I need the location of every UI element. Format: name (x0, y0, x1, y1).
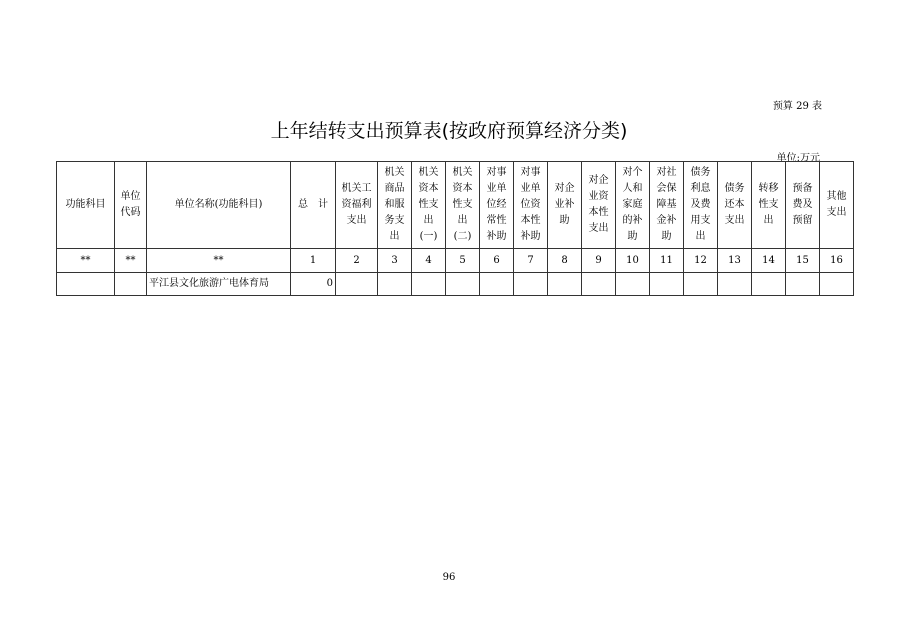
header-cell: 总 计 (291, 162, 336, 249)
index-cell: ** (57, 249, 115, 273)
index-cell: 8 (548, 249, 582, 273)
index-cell: 15 (786, 249, 820, 273)
index-cell: 11 (650, 249, 684, 273)
header-cell: 对事 业单 位资 本性 补助 (514, 162, 548, 249)
index-cell: 5 (446, 249, 480, 273)
index-cell: 7 (514, 249, 548, 273)
index-cell: 13 (718, 249, 752, 273)
header-cell: 机关 商品 和服 务支 出 (378, 162, 412, 249)
index-cell: ** (115, 249, 147, 273)
unit-name-cell: 平江县文化旅游广电体育局 (147, 273, 291, 296)
header-cell: 债务 还本 支出 (718, 162, 752, 249)
header-cell: 转移 性支 出 (752, 162, 786, 249)
index-cell: 16 (820, 249, 854, 273)
header-cell: 对企 业资 本性 支出 (582, 162, 616, 249)
header-cell: 机关工 资福利 支出 (336, 162, 378, 249)
value-cell (582, 273, 616, 296)
header-cell: 单位 代码 (115, 162, 147, 249)
total-cell: 0 (291, 273, 336, 296)
header-cell: 对企 业补 助 (548, 162, 582, 249)
value-cell (786, 273, 820, 296)
header-cell: 机关 资本 性支 出 (一) (412, 162, 446, 249)
header-cell: 债务 利息 及费 用支 出 (684, 162, 718, 249)
index-cell: 1 (291, 249, 336, 273)
value-cell (548, 273, 582, 296)
value-cell (378, 273, 412, 296)
value-cell (616, 273, 650, 296)
value-cell (446, 273, 480, 296)
header-cell: 对事 业单 位经 常性 补助 (480, 162, 514, 249)
value-cell (480, 273, 514, 296)
header-cell: 对个 人和 家庭 的补 助 (616, 162, 650, 249)
value-cell (650, 273, 684, 296)
page-number: 96 (442, 572, 456, 583)
header-row (57, 162, 854, 249)
header-cell: 单位名称(功能科目) (147, 162, 291, 249)
header-cell: 其他 支出 (820, 162, 854, 249)
value-cell (412, 273, 446, 296)
value-cell (820, 273, 854, 296)
value-cell (684, 273, 718, 296)
index-cell: 12 (684, 249, 718, 273)
budget-table (56, 161, 854, 296)
header-cell: 预备 费及 预留 (786, 162, 820, 249)
page-title: 上年结转支出预算表(按政府预算经济分类) (270, 120, 628, 142)
table-number: 预算 29 表 (772, 101, 822, 112)
index-cell: 14 (752, 249, 786, 273)
index-row (57, 249, 854, 273)
value-cell (718, 273, 752, 296)
value-cell (336, 273, 378, 296)
header-cell: 功能科目 (57, 162, 115, 249)
unit-code-cell (115, 273, 147, 296)
unit-label: 单位:万元 (776, 153, 820, 164)
index-cell: 9 (582, 249, 616, 273)
index-cell: 3 (378, 249, 412, 273)
header-cell: 机关 资本 性支 出 (二) (446, 162, 480, 249)
index-cell: 4 (412, 249, 446, 273)
index-cell: 2 (336, 249, 378, 273)
index-cell: 10 (616, 249, 650, 273)
index-cell: 6 (480, 249, 514, 273)
table-row (57, 273, 854, 296)
value-cell (514, 273, 548, 296)
header-cell: 对社 会保 障基 金补 助 (650, 162, 684, 249)
value-cell (752, 273, 786, 296)
function-code-cell (57, 273, 115, 296)
index-cell: ** (147, 249, 291, 273)
